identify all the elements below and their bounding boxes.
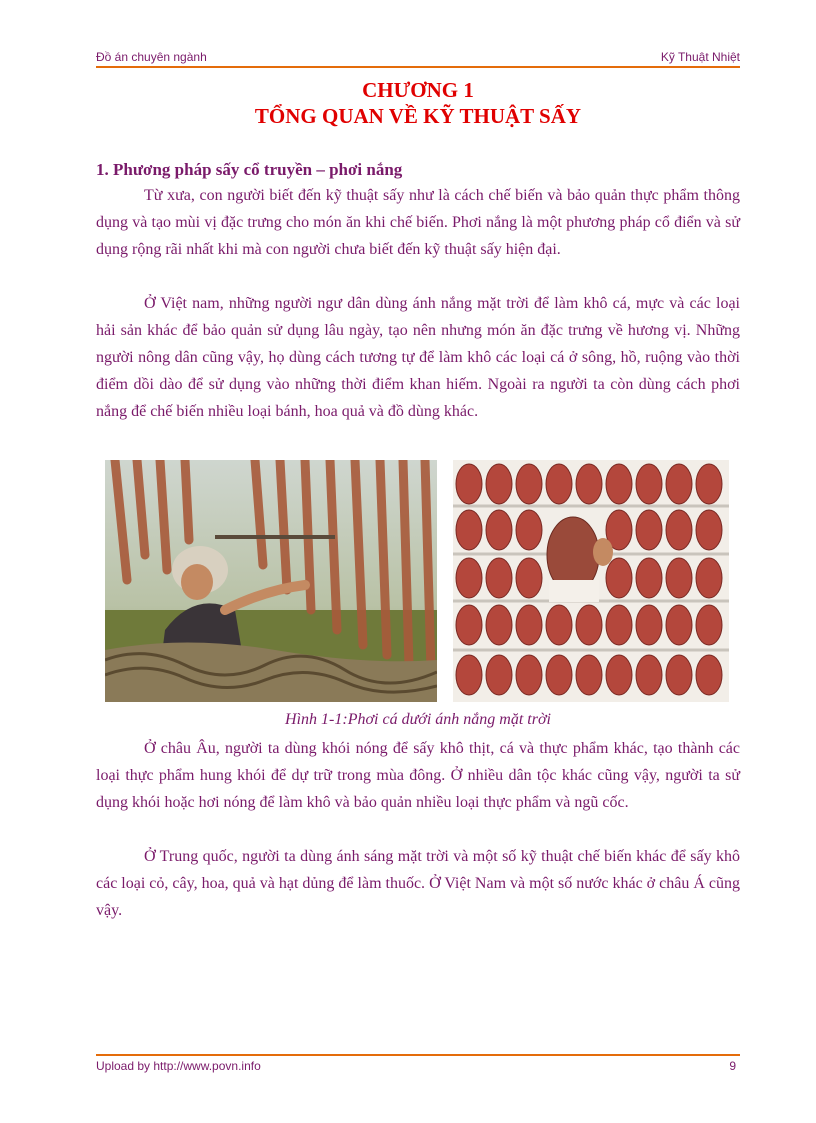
footer-upload-credit: Upload by http://www.povn.info — [96, 1059, 261, 1073]
chapter-number: CHƯƠNG 1 — [362, 78, 474, 102]
paragraph-1 — [96, 182, 740, 263]
header-rule — [96, 66, 740, 68]
paragraph-4-text: Ở Trung quốc, người ta dùng ánh sáng mặt trời và một số kỹ thuật chế biến khác để sấy khô các loại cỏ, cây, hoa, quả và hạt dủng để làm thuốc. Ở Việt Nam và một số nước khác ở châu Á cũng vậy. — [96, 848, 740, 919]
fish-racks-illustration-right — [453, 460, 729, 702]
section-heading: 1. Phương pháp sấy cổ truyền – phơi nắng — [96, 160, 403, 179]
paragraph-2 — [96, 290, 740, 425]
footer-rule — [96, 1054, 740, 1056]
header-subject: Kỹ Thuật Nhiệt — [660, 50, 740, 64]
page-footer — [96, 1059, 740, 1075]
fish-drying-photo-left — [105, 460, 437, 702]
paragraph-4 — [96, 843, 740, 924]
paragraph-1-text: Từ xưa, con người biết đến kỹ thuật sấy như là cách chế biến và bảo quản thực phẩm thông dụng và tạo mùi vị đặc trưng cho món ăn khi chế biến. Phơi nắng là một phương pháp cổ điển và sử dụng rộng rãi nhất khi mà con người chưa biết đến kỹ thuật sấy hiện đại. — [96, 187, 740, 258]
fish-drying-photo-right — [453, 460, 729, 702]
paragraph-3-text: Ở châu Âu, người ta dùng khói nóng để sấy khô thịt, cá và thực phẩm khác, tạo thành các loại thực phẩm hung khói để dự trữ trong mùa đông. Ở nhiều dân tộc khác cũng vậy, người ta sử dụng khói hoặc hơi nóng để làm khô và bảo quản nhiều loại thực phẩm và ngũ cốc. — [96, 740, 740, 811]
page-number: 9 — [729, 1059, 736, 1073]
figure-caption: Hình 1-1:Phơi cá dưới ánh nắng mặt trời — [285, 711, 551, 728]
chapter-title: TỔNG QUAN VỀ KỸ THUẬT SẤY — [254, 104, 582, 128]
fish-drying-illustration-left — [105, 460, 437, 702]
page-header — [96, 50, 740, 66]
paragraph-2-text: Ở Việt nam, những người ngư dân dùng ánh nắng mặt trời để làm khô cá, mực và các loại hải sản khác để bảo quản sử dụng lâu ngày, tạo nên nhưng món ăn đặc trưng về hương vị. Những người nông dân cũng vậy, họ dùng cách tương tự để làm khô các loại cá ở sông, hồ, ruộng vào thời điểm dồi dào để sử dụng vào những thời điểm khan hiếm. Ngoài ra người ta còn dùng cách phơi nắng để chế biến nhiều loại bánh, hoa quả và đồ dùng khác. — [96, 295, 740, 420]
paragraph-3 — [96, 735, 740, 816]
header-course-title: Đồ án chuyên ngành — [96, 50, 207, 64]
